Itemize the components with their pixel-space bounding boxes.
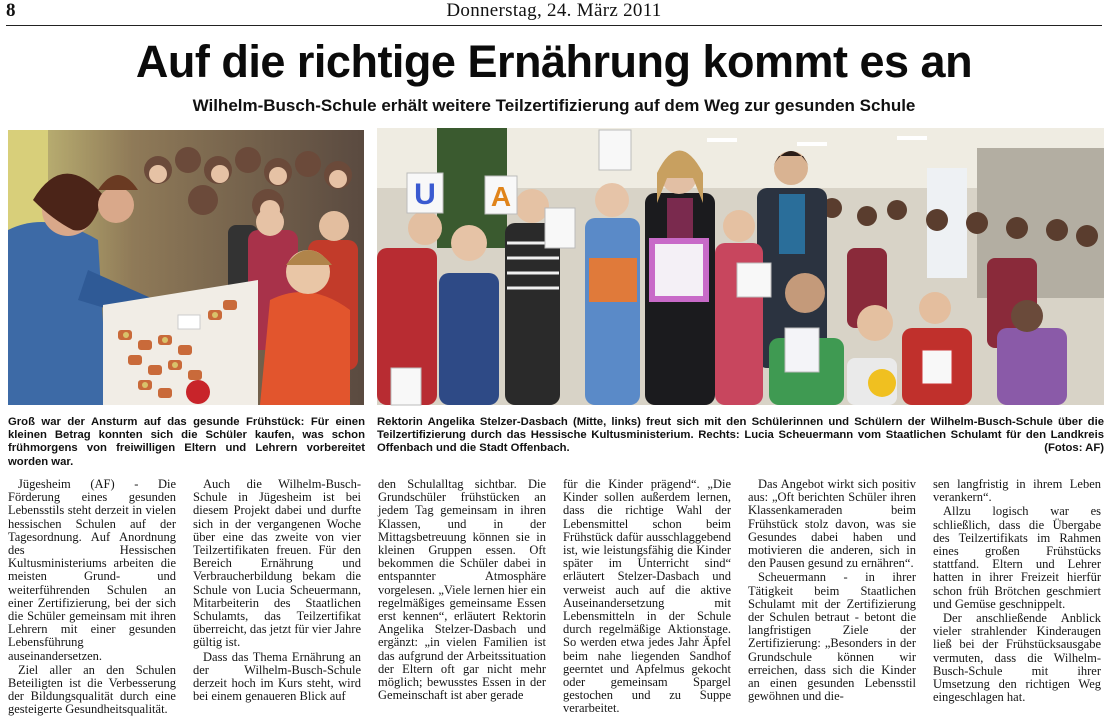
paragraph: den Schulalltag sichtbar. Die Grundschüler frühstücken an jedem Tag gemeinsam in ihren Klassen, und in der Mittagsbetreuung können sie in kleinen Gruppen essen. Oft bekommen die Schüler dabei in entspannter Atmosphäre vorgelesen. „Viele lernen hier ein regelmäßiges gemeinsame Essen erst kennen“, erläutert Rektorin Angelika Stelzer-Dasbach und ergänzt: „in vielen Familien ist das aufgrund der Arbeitssituation der Eltern oft gar nicht mehr möglich; bewusstes Essen in der Gemeinschaft ist aber gerade [378,477,546,703]
article-column-1 [8,477,176,717]
paragraph: Dass das Thema Ernährung an der Wilhelm-Busch-Schule derzeit hoch im Kurs steht, wird bei einem genaueren Blick auf [193,649,361,704]
paragraph: sen langfristig in ihrem Leben verankern“. [933,477,1101,505]
article-column-6 [933,477,1101,705]
photo-breakfast-buffet [8,130,364,405]
paragraph: Scheuermann - in ihrer Tätigkeit beim Staatlichen Schulamt mit der Zertifizierung der Schulen betraut - betont die langfristigen Ziele der Zertifizierung: „Besonders in der Grundschule können wir erreichen, dass sich die Kinder an einen gesunden Lebensstil gewöhnen und die- [748,570,916,704]
article-column-3 [378,477,546,703]
paragraph: Auch die Wilhelm-Busch-Schule in Jügesheim ist bei diesem Projekt dabei und durfte sich in der vergangenen Woche über eine das zweite von vier Teilzertifikaten freuen. Für den Bereich Ernährung und Verbraucherbildung bekam die Schule von Lucia Scheuermann, Mitarbeiterin des Staatlichen Schulamts, das Teilzertifikat überreicht, das jetzt für vier Jahre gültig ist. [193,477,361,650]
page-number: 8 [6,0,16,21]
article-column-2 [193,477,361,704]
photo-group-certificate [377,128,1104,405]
right-photo-caption [377,416,1104,456]
letter-card-a: A [490,181,512,212]
issue-date: Donnerstag, 24. März 2011 [446,0,662,21]
right-caption-text: Rektorin Angelika Stelzer-Dasbach (Mitte, links) freut sich mit den Schülerinnen und Schülern der Wilhelm-Busch-Schule über die Teilzertifizierung durch das Hessische Kultusministerium. Rechts: Lucia Scheuermann vom Staatlichen Schulamt für den Landkreis Offenbach und die Stadt Offenbach. [377,416,1104,455]
subheadline: Wilhelm-Busch-Schule erhält weitere Teilzertifizierung auf dem Weg zur gesunden Schule [192,96,916,115]
paragraph: Das Angebot wirkt sich positiv aus: „Oft berichten Schüler ihren Klassenkameraden beim Frühstück stolz davon, was sie Gesundes dabei haben und motivieren die anderen, sich in den Pausen gesund zu ernähren“. [748,477,916,571]
left-photo-caption: Groß war der Ansturm auf das gesunde Frühstück: Für einen kleinen Betrag konnten sich die Schüler kaufen, was schon frühmorgens von freiwilligen Eltern und Lehrern vorbereitet worden war. [8,416,365,468]
paragraph: Allzu logisch war es schließlich, dass die Übergabe des Teilzertifikats im Rahmen eines großen Frühstücks stattfand. Eltern und Lehrer hatten in ihrer Freizeit hierfür schon früh Brötchen geschmiert und Gemüse geschnippelt. [933,504,1101,611]
paragraph: Jügesheim (AF) - Die Förderung eines gesunden Lebensstils steht derzeit in vielen hessischen Schulen auf der Tagesordnung. Auf Anordnung des Hessischen Kultusministeriums arbeiten die meisten Grund- und weiterführenden Schulen an einer Zertifizierung, bei der sich die Schüler gemeinsam mit ihren Lehrern mit einer gesunden Lebensführung auseinandersetzen. [8,477,176,663]
photo-credit: (Fotos: AF) [1044,442,1104,455]
article-column-5 [748,477,916,704]
article-column-4 [563,477,731,716]
paragraph: Ziel aller an den Schulen Beteiligten ist die Verbesserung der Bildungsqualität durch eine gesteigerte Gesundheitsqualität. [8,662,176,717]
letter-card-u: U [414,178,436,211]
paragraph: Der anschließende Anblick vieler strahlender Kinderaugen ließ bei der Frühstücksausgabe vermuten, dass die Wilhelm-Busch-Schule mit ihrer Umsetzung den richtigen Weg eingeschlagen hat. [933,611,1101,705]
paragraph: für die Kinder prägend“. „Die Kinder sollen außerdem lernen, dass die richtige Wahl der Lebensmittel schon beim Frühstück dafür ausschlaggebend ist, wie leistungsfähig die Kinder später im Unterricht sind“ erläutert Stelzer-Dasbach und verweist auch auf die aktive Auseinandersetzung mit Lebensmitteln in der Schule durch regelmäßige Aktionstage. So werden etwa jedes Jahr Äpfel beim nahe liegenden Sandhof geerntet und Apfelmus gekocht oder gemeinsam Spargel gestochen und zu Suppe verarbeitet. [563,477,731,716]
headline: Auf die richtige Ernährung kommt es an [135,36,973,87]
header-rule [6,25,1102,26]
